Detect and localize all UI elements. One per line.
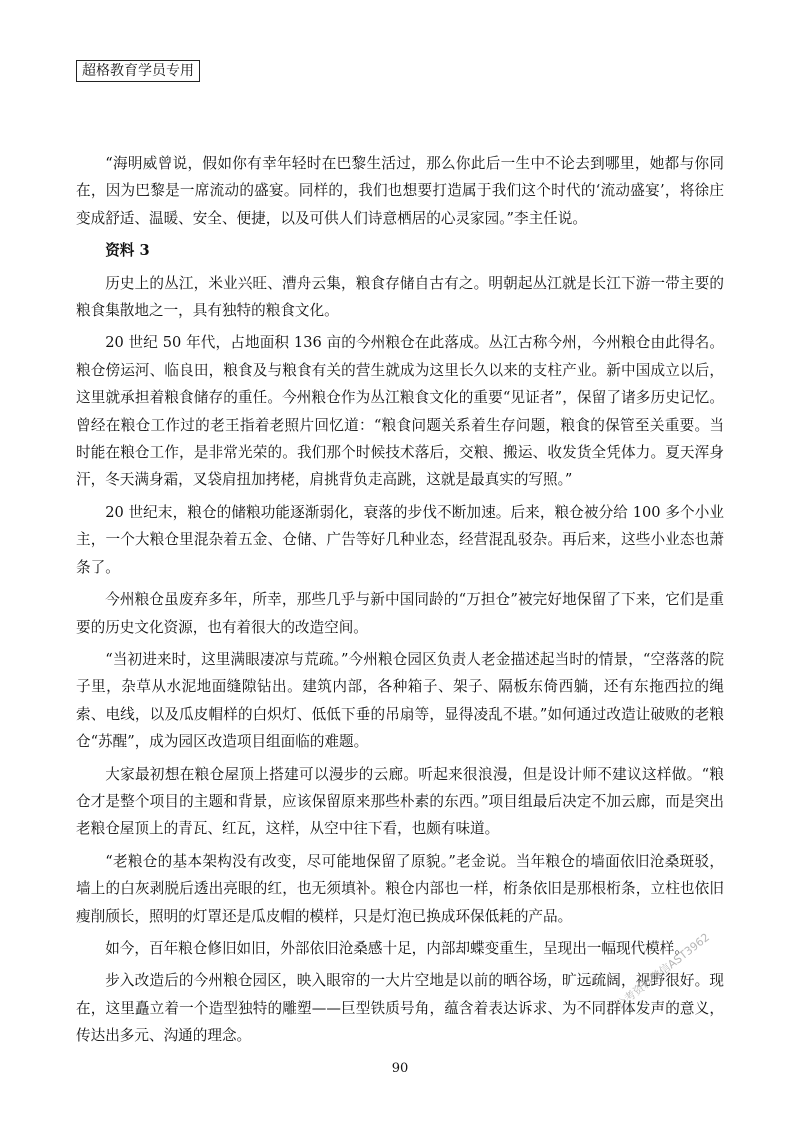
- paragraph: 步入改造后的今州粮仓园区，映入眼帘的一大片空地是以前的晒谷场，旷远疏阔，视野很好。现在，这里矗立着一个造型独特的雕塑——巨型铁质号角，蕴含着表达诉求、为不同群体发声的意义，传达出多元、沟通的理念。: [76, 972, 724, 1045]
- paragraph: “当初进来时，这里满眼凄凉与荒疏。”今州粮仓园区负责人老金描述起当时的情景，“空落落的院子里，杂草从水泥地面缝隙钻出。建筑内部，各种箱子、架子、隔板东倚西躺，还有东拖西拉的绳索、电线，以及瓜皮帽样的白炽灯、低低下垂的吊扇等，显得凌乱不堪。”如何通过改造让破败的老粮仓“苏醒”，成为园区改造项目组面临的难题。: [76, 650, 724, 751]
- watermark: 公考资料微信AST3962: [613, 930, 713, 1012]
- paragraph: “海明威曾说，假如你有幸年轻时在巴黎生活过，那么你此后一生中不论去到哪里，她都与你同在，因为巴黎是一席流动的盛宴。同样的，我们也想要打造属于我们这个时代的‘流动盛宴’，将徐庄变成舒适、温暖、安全、便捷，以及可供人们诗意栖居的心灵家园。”李主任说。: [76, 155, 724, 227]
- section-heading: 资料 3: [105, 242, 150, 260]
- paragraph: 如今，百年粮仓修旧如旧，外部依旧沧桑感十足，内部却蝶变重生，呈现出一幅现代模样。: [105, 939, 689, 957]
- paragraph: 历史上的丛江，米业兴旺、漕舟云集，粮食存储自古有之。明朝起丛江就是长江下游一带主要的粮食集散地之一，具有独特的粮食文化。: [76, 274, 724, 320]
- paragraph: “老粮仓的基本架构没有改变，尽可能地保留了原貌。”老金说。当年粮仓的墙面依旧沧桑斑驳，墙上的白灰剥脱后透出亮眼的红，也无须填补。粮仓内部也一样，桁条依旧是那根桁条，立柱也依旧瘦削颀长，照明的灯罩还是瓜皮帽的模样，只是灯泡已换成环保低耗的产品。: [76, 852, 724, 925]
- paragraph: 20 世纪 50 年代，占地面积 136 亩的今州粮仓在此落成。丛江古称今州，今州粮仓由此得名。粮仓傍运河、临良田，粮食及与粮食有关的营生就成为这里长久以来的支柱产业。新中国成立以后，这里就承担着粮食储存的重任。今州粮仓作为丛江粮食文化的重要“见证者”，保留了诸多历史记忆。曾经在粮仓工作过的老王指着老照片回忆道：“粮食问题关系着生存问题，粮食的保管至关重要。当时能在粮仓工作，是非常光荣的。我们那个时候技术落后，交粮、搬运、收发货全凭体力。夏天浑身汗，冬天满身霜，叉袋肩扭加拷栳，肩挑背负走高跳，这就是最真实的写照。”: [76, 334, 724, 489]
- paragraph: 今州粮仓虽废弃多年，所幸，那些几乎与新中国同龄的“万担仓”被完好地保留了下来，它们是重要的历史文化资源，也有着很大的改造空间。: [76, 591, 724, 636]
- paragraph: 20 世纪末，粮仓的储粮功能逐渐弱化，衰落的步伐不断加速。后来，粮仓被分给 100 多个小业主，一个大粮仓里混杂着五金、仓储、广告等好几种业态，经营混乱驳杂。再后来，这些小业态也萧条了。: [76, 503, 724, 576]
- page-number: 90: [391, 1061, 409, 1076]
- document-body: [76, 150, 724, 1055]
- header-label: 超格教育学员专用: [76, 60, 200, 82]
- paragraph: 大家最初想在粮仓屋顶上搭建可以漫步的云廊。听起来很浪漫，但是设计师不建议这样做。“粮仓才是整个项目的主题和背景，应该保留原来那些朴素的东西。”项目组最后决定不加云廊，而是突出老粮仓屋顶上的青瓦、红瓦，这样，从空中往下看，也颇有味道。: [76, 765, 724, 838]
